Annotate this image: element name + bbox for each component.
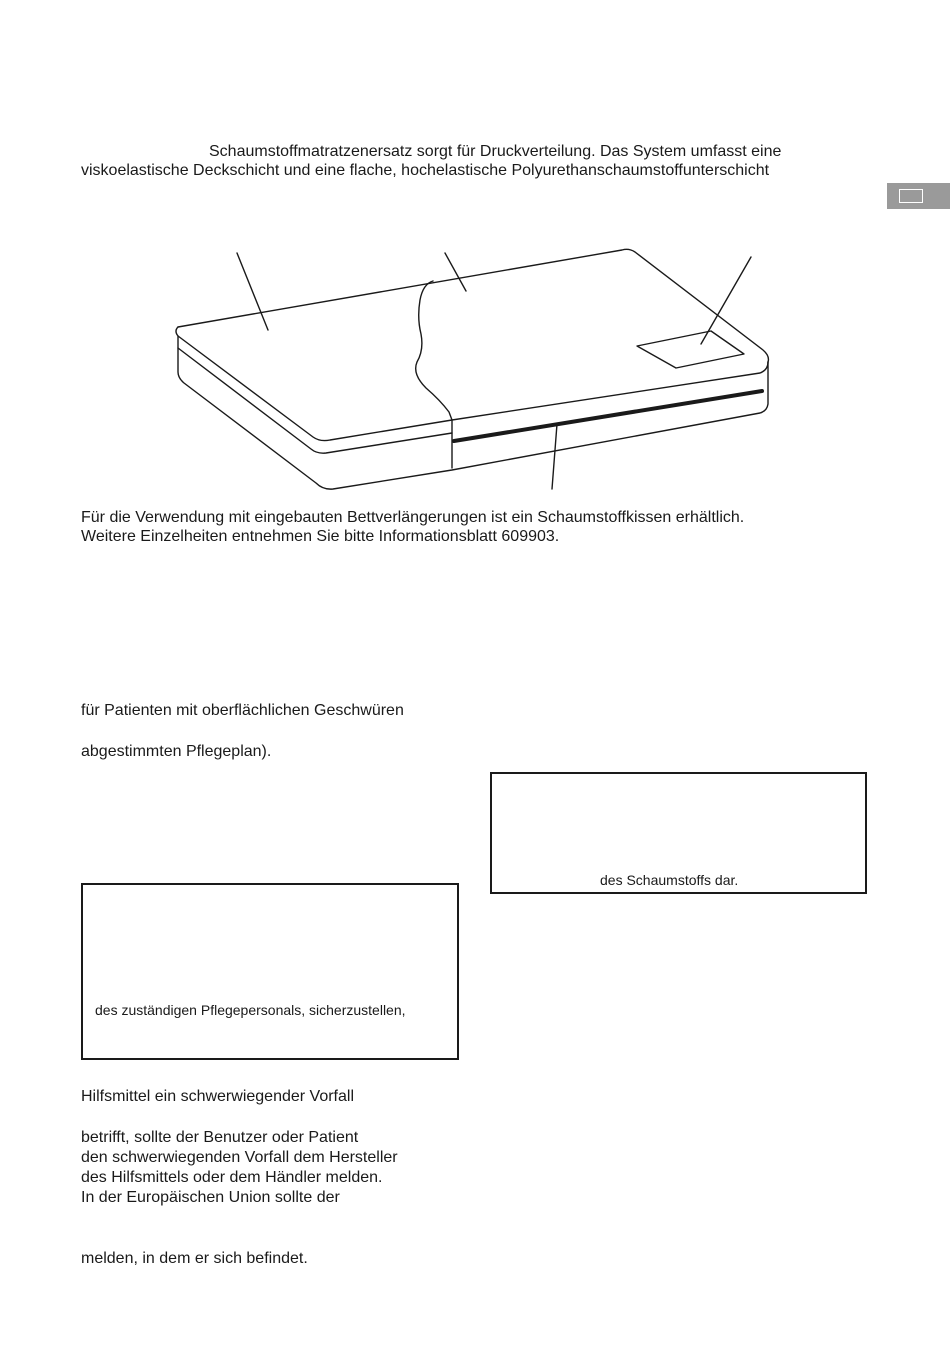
incident-line-4: des Hilfsmittels oder dem Händler melden. xyxy=(81,1169,383,1186)
extension-line-2: Weitere Einzelheiten entnehmen Sie bitte Informationsblatt 609903. xyxy=(81,528,560,545)
incident-line-5: In der Europäischen Union sollte der xyxy=(81,1189,340,1206)
usage-line-1: für Patienten mit oberflächlichen Geschwüren xyxy=(81,702,404,719)
intro-line-2: viskoelastische Deckschicht und eine flache, hochelastische Polyurethanschaumstoffunterschicht xyxy=(81,162,770,179)
incident-line-3: den schwerwiegenden Vorfall dem Hersteller xyxy=(81,1149,398,1166)
incident-line-1: Hilfsmittel ein schwerwiegender Vorfall xyxy=(81,1088,354,1105)
intro-line-1: Schaumstoffmatratzenersatz sorgt für Druckverteilung. Das System umfasst eine xyxy=(209,143,782,160)
usage-line-2: abgestimmten Pflegeplan). xyxy=(81,743,272,760)
notice-left-text: des zuständigen Pflegepersonals, sicherzustellen, xyxy=(95,1002,406,1018)
extension-line-1: Für die Verwendung mit eingebauten Bettverlängerungen ist ein Schaumstoffkissen erhältlich. xyxy=(81,509,745,526)
notice-right-text: des Schaumstoffs dar. xyxy=(600,872,739,888)
incident-line-2: betrifft, sollte der Benutzer oder Patient xyxy=(81,1129,359,1146)
incident-line-6: melden, in dem er sich befindet. xyxy=(81,1250,308,1267)
notice-box-left xyxy=(81,883,459,1060)
notice-box-right xyxy=(490,772,867,894)
